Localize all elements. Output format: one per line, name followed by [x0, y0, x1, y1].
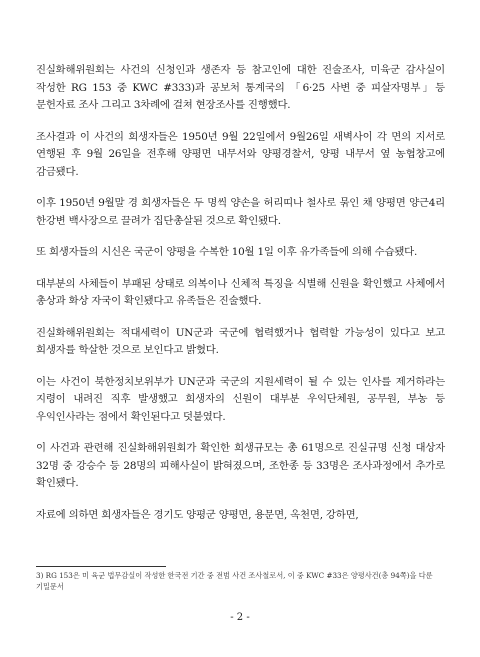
paragraph-9: 자료에 의하면 희생자들은 경기도 양평군 양평면, 용문면, 옥천면, 강하면,: [36, 508, 359, 521]
paragraph-3: 이후 1950년 9월말 경 희생자들은 두 명씩 양손을 허리띠나 철사로 묶인 채 양평면 양근4리 한강변 백사장으로 끌려가 집단총살된 것으로 확인됐다.: [36, 197, 445, 227]
paragraph-2: 조사결과 이 사건의 희생자들은 1950년 9월 22일에서 9월26일 새벽사이 각 면의 지서로 연행된 후 9월 26일을 전후해 양평면 내무서와 양평경찰서, 양평 내무서 옆 농협창고에 감금됐다.: [36, 130, 445, 178]
paragraph-1: 진실화해위원회는 사건의 신청인과 생존자 등 참고인에 대한 진술조사, 미육군 감사실이 작성한 RG 153 중 KWC #333)과 공보처 통계국의 「6·25 사변 중 피살자명부」등 문헌자료 조사 그리고 3차례에 걸쳐 현장조사를 진행했다.: [36, 64, 445, 111]
paragraph-5: 대부분의 사체들이 부패된 상태로 의복이나 신체적 특징을 식별해 신원을 확인했고 사체에서 총상과 화상 자국이 확인됐다고 유족들은 진술했다.: [36, 277, 445, 307]
paragraph-4: 또 희생자들의 시신은 국군이 양평을 수복한 10월 1일 이후 유가족들에 의해 수습됐다.: [36, 246, 418, 258]
page-number: - 2 -: [230, 612, 250, 623]
paragraph-7: 이는 사건이 북한정치보위부가 UN군과 국군의 지원세력이 될 수 있는 인사를 제거하라는 지령이 내려진 직후 발생했고 희생자의 신원이 대부분 우익단체원, 공무원, 부농 등 우익인사라는 점에서 확인된다고 덧붙였다.: [36, 375, 445, 423]
paragraph-6: 진실화해위원회는 적대세력이 UN군과 국군에 협력했거나 협력할 가능성이 있다고 보고 희생자를 학살한 것으로 보인다고 밝혔다.: [36, 326, 445, 356]
body-text: [36, 62, 445, 538]
footnote: 3) RG 153은 미 육군 법무감실이 작성한 한국전 기간 중 전범 사건 조사철로서, 이 중 KWC #33은 양평사건(총 94쪽)을 다룬 기밀문서: [36, 571, 433, 591]
paragraph-8: 이 사건과 관련해 진실화해위원회가 확인한 희생규모는 총 61명으로 진실규명 신청 대상자 32명 중 강승수 등 28명의 피해사실이 밝혀졌으며, 조한종 등 33명은 조사과정에서 추가로 확인됐다.: [36, 442, 445, 489]
footnote-divider: [36, 566, 166, 567]
